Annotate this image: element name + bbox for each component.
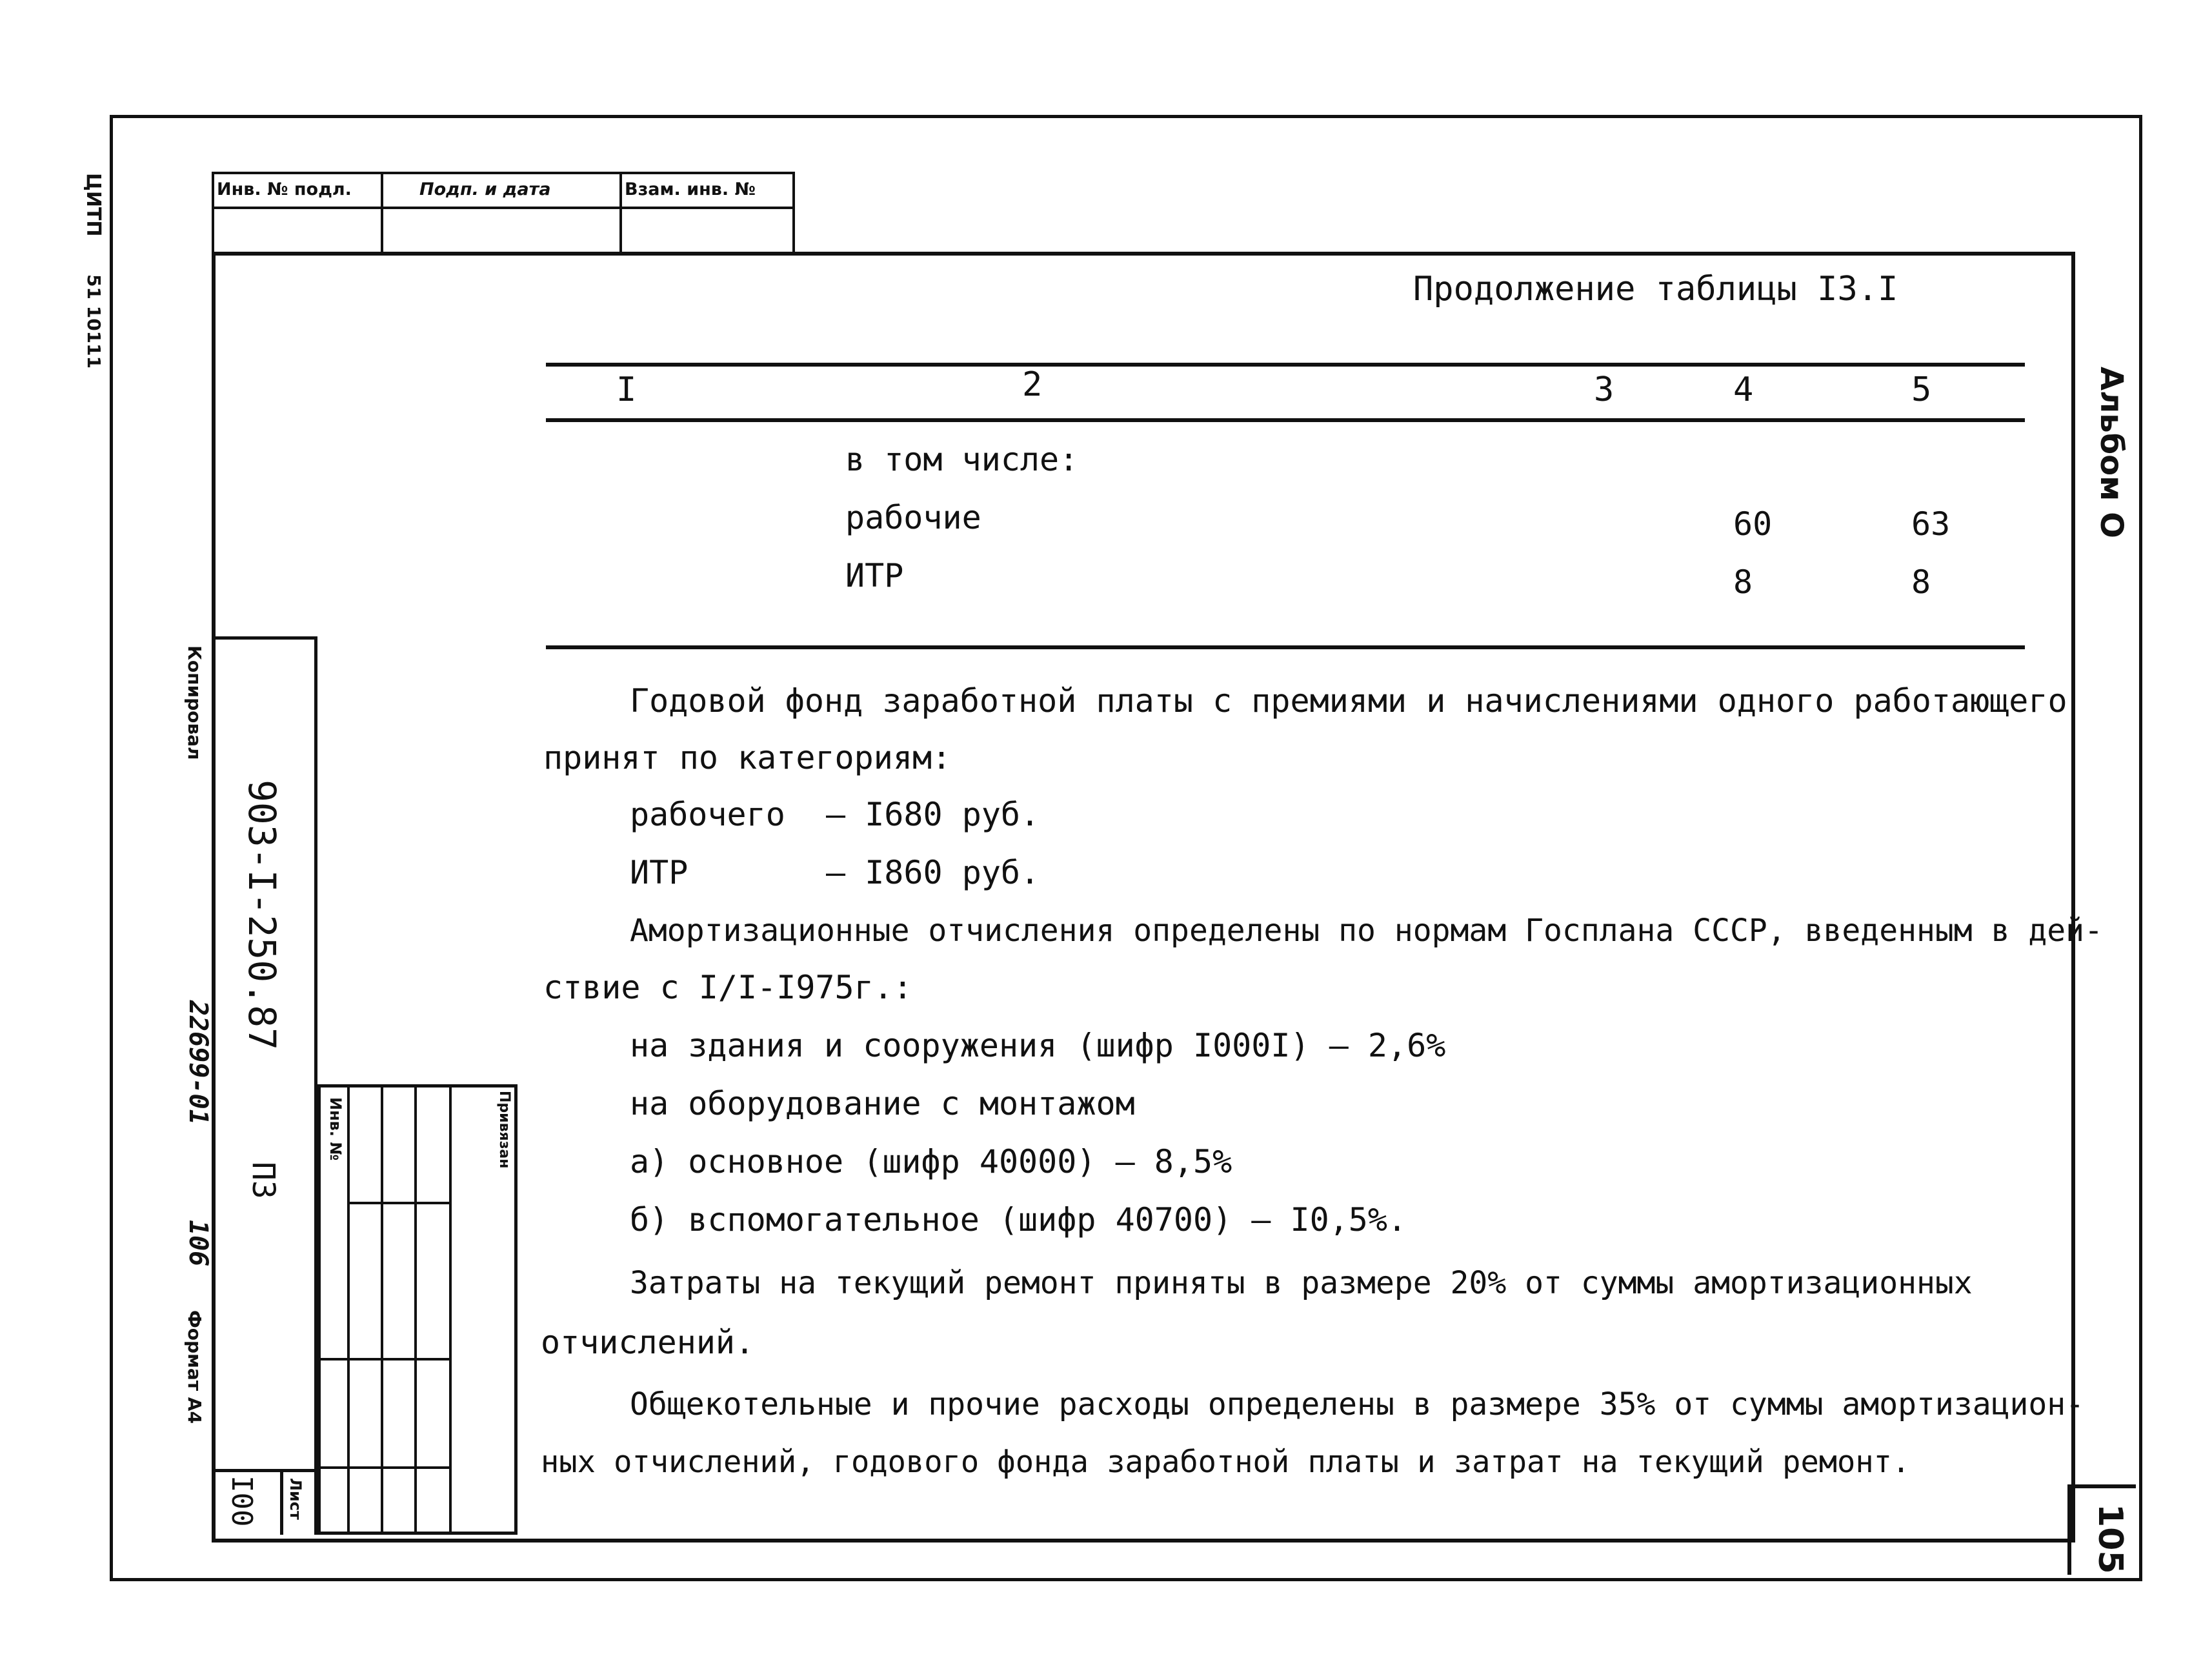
table-bottom-rule — [546, 645, 2025, 649]
side-stamp-main — [212, 636, 317, 1535]
copied-label: Копировал — [184, 645, 205, 760]
table-header-5: 5 — [1911, 370, 1932, 409]
stamp-top-value-2 — [381, 207, 622, 256]
stamp-top-value-1 — [212, 207, 383, 256]
stamp-top-label-1: Инв. № подл. — [217, 179, 352, 199]
paragraph-line: ных отчислений, годового фонда заработной платы и затрат на текущий ремонт. — [541, 1444, 1911, 1480]
stamp-top-label-2: Подп. и дата — [419, 179, 551, 199]
table-top-rule — [546, 363, 2025, 367]
paragraph-line: Годовой фонд заработной платы с премиями и начислениями одного работающего — [630, 682, 2067, 720]
margin-code-top: ЦИТП — [82, 173, 105, 237]
sheet-value: I00 — [225, 1475, 258, 1527]
table-row-label: рабочие — [845, 499, 981, 536]
section-code: ПЗ — [245, 1162, 281, 1199]
paragraph-line: а) основное (шифр 40000) – 8,5% — [630, 1143, 1232, 1180]
sheet-label: Лист — [287, 1478, 305, 1520]
table-row-c4: 60 — [1733, 505, 1773, 543]
side-stamp-divider — [280, 1469, 283, 1535]
table-header-4: 4 — [1733, 370, 1754, 409]
format-label: Формат А4 — [184, 1310, 205, 1424]
table-header-2: 2 — [1022, 365, 1043, 404]
paragraph-line: б) вспомогательное (шифр 40700) – I0,5%. — [630, 1201, 1407, 1239]
side-stamp-divider — [212, 1469, 317, 1472]
inv-label: Инв. № — [327, 1097, 345, 1161]
table-row-c4: 8 — [1733, 563, 1753, 601]
category-label: рабочего — [630, 796, 785, 833]
table-header-1: I — [616, 370, 637, 409]
table-row-c5: 63 — [1911, 505, 1951, 543]
album-label: Альбом О — [2093, 367, 2129, 538]
paragraph-line: Затраты на текущий ремонт приняты в размере 20% от суммы амортизационных — [630, 1265, 1973, 1301]
table-row-label: ИТР — [845, 557, 904, 594]
grid-line — [317, 1358, 449, 1360]
table-row-c5: 8 — [1911, 563, 1931, 601]
grid-line — [347, 1202, 449, 1204]
table-header-rule — [546, 418, 2025, 422]
paragraph-line: на оборудование с монтажом — [630, 1085, 1135, 1122]
table-header-3: 3 — [1594, 370, 1614, 409]
paragraph-line: принят по категориям: — [543, 739, 952, 776]
grid-line — [449, 1084, 452, 1535]
paragraph-line: отчислений. — [541, 1324, 755, 1361]
table-row-label: в том числе: — [845, 441, 1079, 478]
margin-code-bottom: 51 10111 — [83, 274, 105, 369]
order-page: 106 — [183, 1220, 213, 1267]
page-number: 105 — [2091, 1504, 2129, 1574]
category-value: – I680 руб. — [826, 796, 1040, 833]
stamp-top-value-3 — [619, 207, 795, 256]
paragraph-line: ствие с I/I-I975г.: — [543, 969, 912, 1006]
paragraph-line: на здания и сооружения (шифр I000I) – 2,6% — [630, 1027, 1446, 1064]
document-code: 903-I-250.87 — [240, 780, 284, 1051]
category-label: ИТР — [630, 854, 689, 891]
grid-line — [317, 1466, 449, 1469]
paragraph-line: Амортизационные отчисления определены по нормам Госплана СССР, введенным в дей- — [630, 913, 2103, 949]
stamp-top-label-3: Взам. инв. № — [625, 179, 756, 199]
order-number: 22699-01 — [183, 1000, 213, 1125]
table-title: Продолжение таблицы I3.I — [1413, 270, 1898, 309]
category-value: – I860 руб. — [826, 854, 1040, 891]
binding-label: Привязан — [496, 1091, 512, 1169]
paragraph-line: Общекотельные и прочие расходы определены в размере 35% от суммы амортизацион- — [630, 1386, 2085, 1422]
